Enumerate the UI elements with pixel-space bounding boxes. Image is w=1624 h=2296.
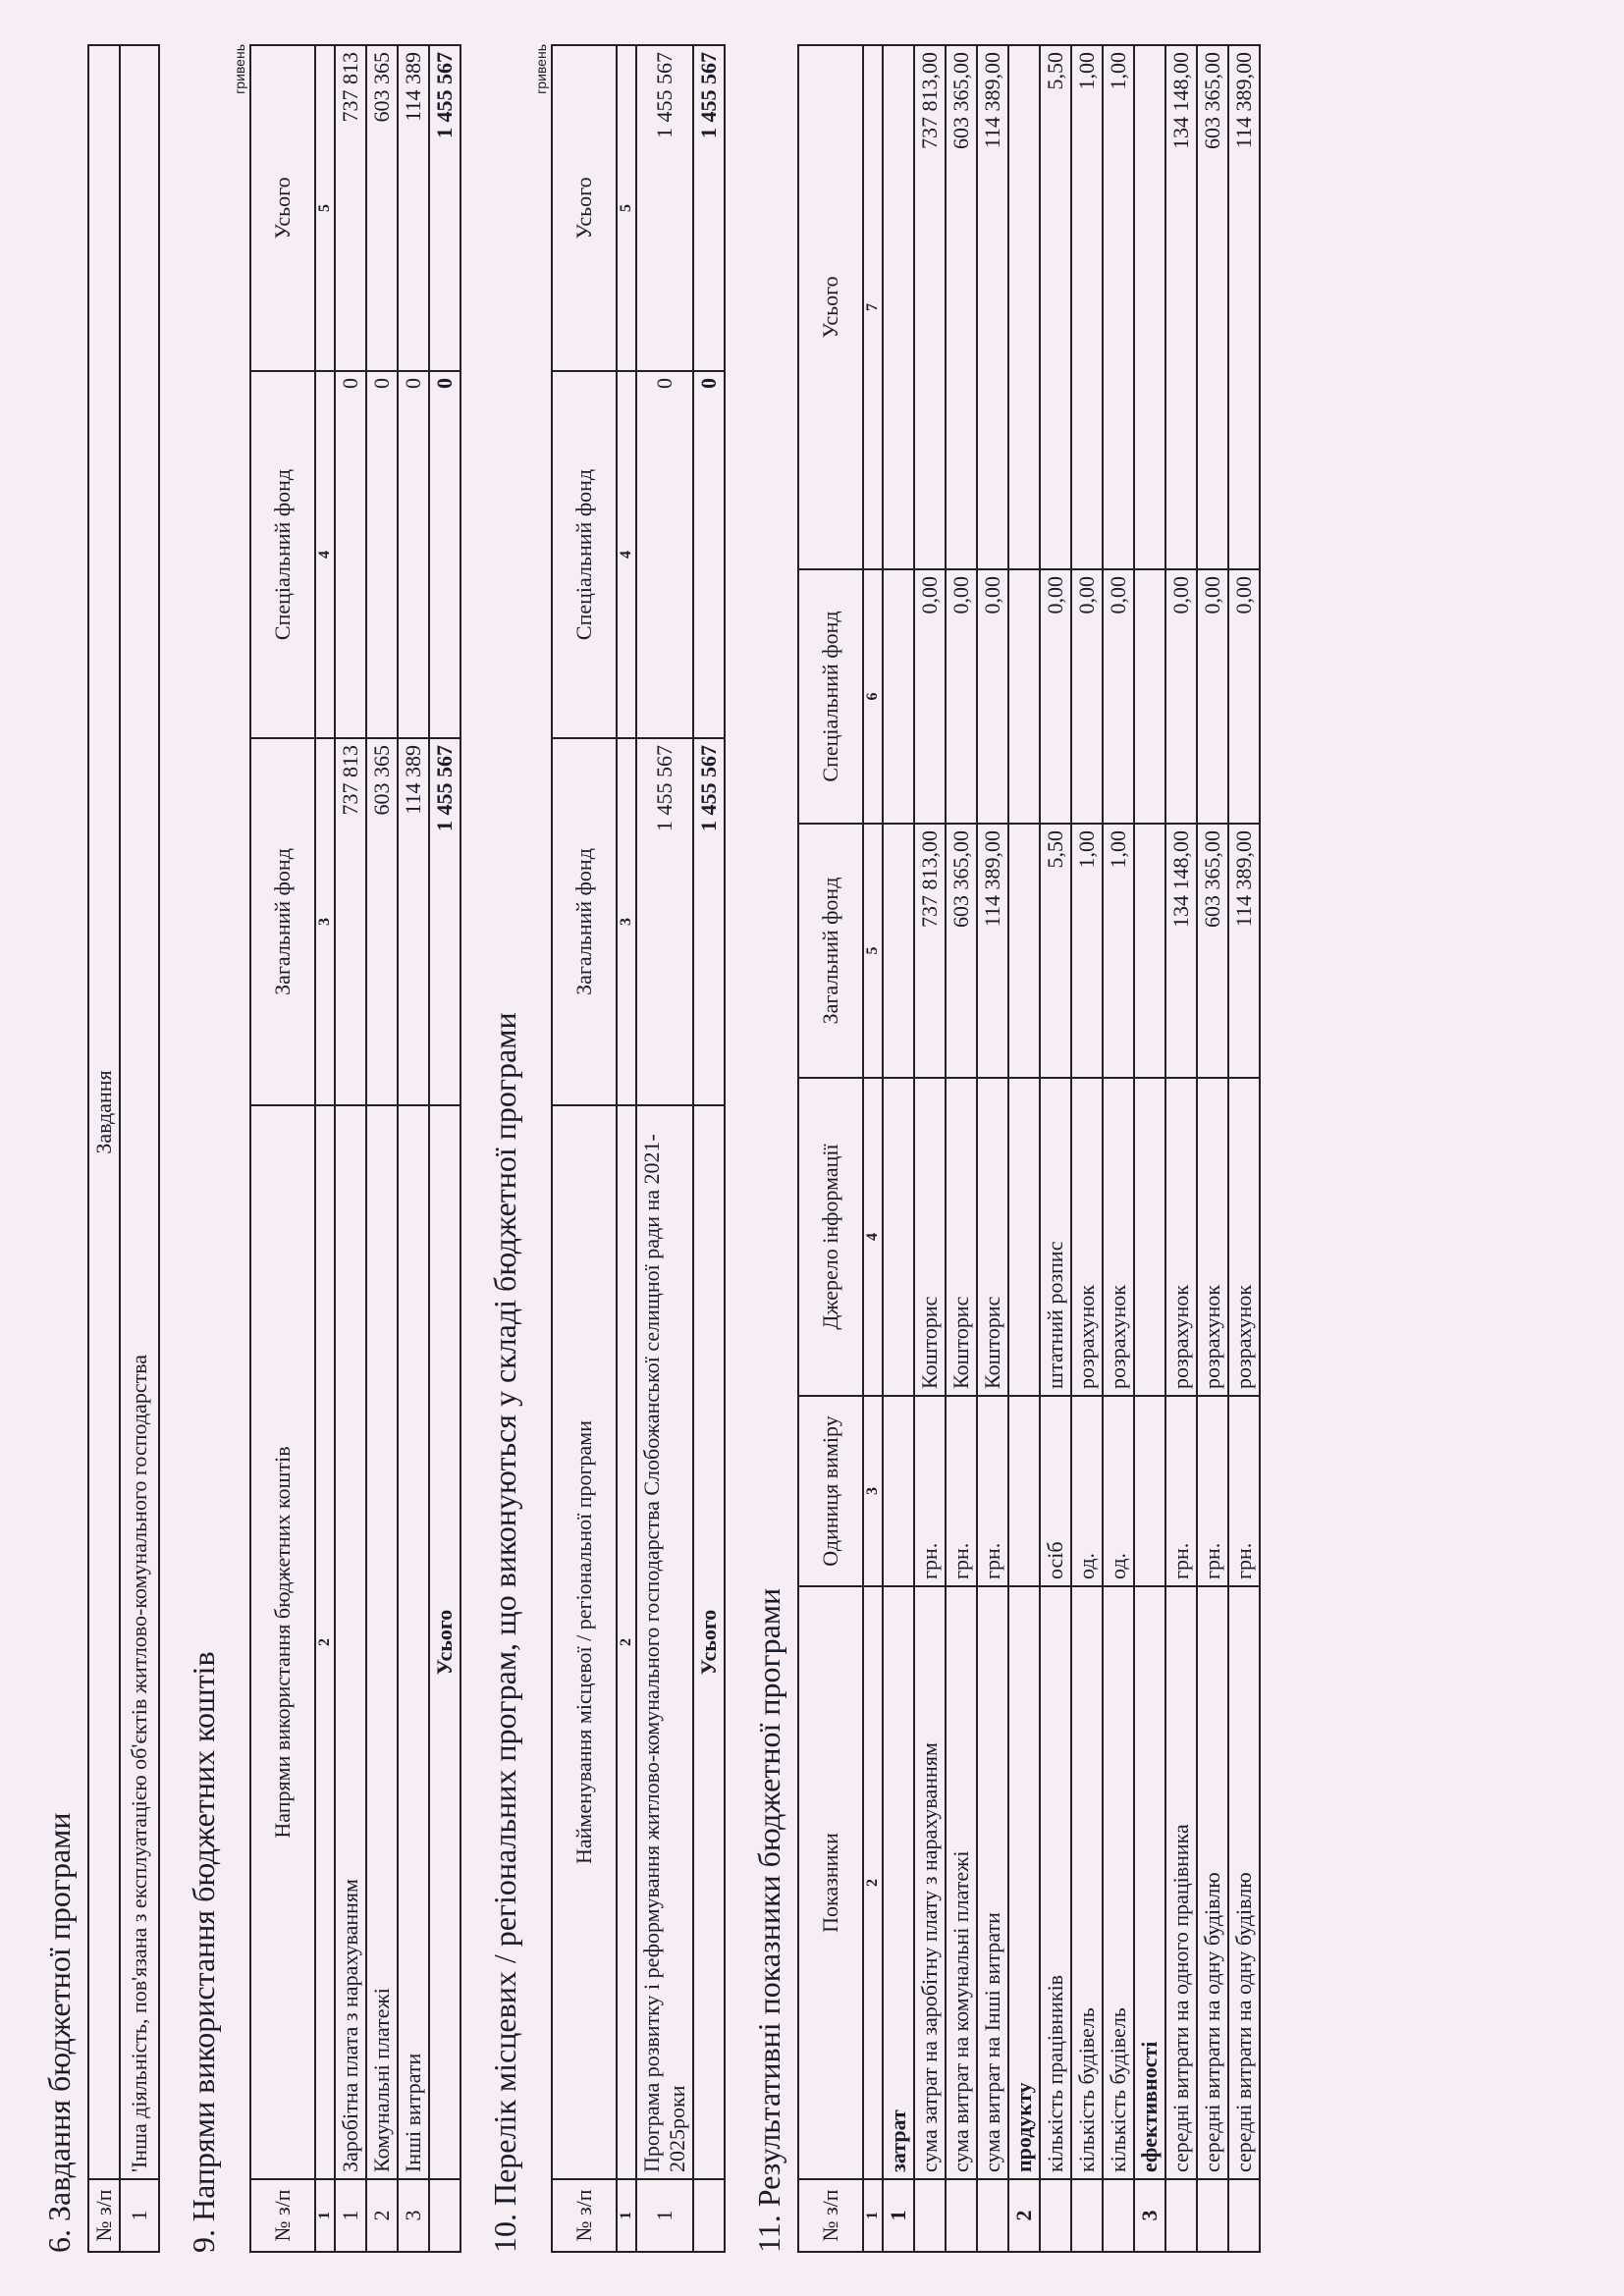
tasks-table [87, 44, 160, 2253]
directions-header-total: Усього [250, 45, 315, 371]
index-cell: 2 [863, 1586, 883, 2179]
row-general: 1 455 567 [636, 738, 693, 1105]
row-special: 0,00 [1071, 569, 1103, 824]
tasks-header-number: № з/п [88, 2179, 120, 2252]
row-number: 1 [883, 2179, 914, 2252]
total-special: 0 [693, 371, 725, 738]
directions-header-number: № з/п [250, 2179, 315, 2252]
indicators-header-general: Загальний фонд [798, 824, 863, 1078]
row-unit [1008, 1396, 1040, 1586]
row-general: 1,00 [1103, 824, 1134, 1078]
row-name: сума затрат на заробітну плату з нарахуванням [914, 1586, 946, 2179]
row-name: сума витрат на Інші витрати [977, 1586, 1008, 2179]
indicators-header-special: Спеціальний фонд [798, 569, 863, 824]
index-cell: 1 [315, 2179, 335, 2252]
row-general [883, 824, 914, 1078]
row-unit: грн. [1165, 1396, 1197, 1586]
row-total: 1,00 [1071, 45, 1103, 569]
row-special: 0,00 [946, 569, 977, 824]
row-number: 1 [335, 2179, 366, 2252]
row-number [1165, 2179, 1197, 2252]
row-total [1008, 45, 1040, 569]
table-row [1228, 45, 1260, 2252]
row-number: 3 [398, 2179, 429, 2252]
row-number [977, 2179, 1008, 2252]
tasks-section [41, 44, 160, 2253]
index-cell: 2 [315, 1105, 335, 2179]
row-number [1197, 2179, 1228, 2252]
row-total: 737 813,00 [914, 45, 946, 569]
row-name: Заробітна плата з нарахуванням [335, 1105, 366, 2179]
row-number [1103, 2179, 1134, 2252]
total-label: Усього [429, 1105, 460, 2179]
document-content [29, 25, 1298, 2272]
programs-unit: гривень [533, 44, 549, 94]
row-source: Кошторис [914, 1078, 946, 1396]
indicators-header-name: Показники [798, 1586, 863, 2179]
index-cell: 5 [863, 824, 883, 1078]
row-general: 603 365,00 [1197, 824, 1228, 1078]
index-cell: 7 [863, 45, 883, 569]
index-cell: 6 [863, 569, 883, 824]
task-number: 1 [120, 2179, 159, 2252]
programs-section [487, 44, 726, 2253]
rotated-document [29, 25, 1600, 2272]
row-source: розрахунок [1071, 1078, 1103, 1396]
row-total: 737 813 [335, 45, 366, 371]
programs-header-general: Загальний фонд [552, 738, 617, 1105]
directions-header-general: Загальний фонд [250, 738, 315, 1105]
row-special: 0,00 [977, 569, 1008, 824]
row-name: середні витрати на одну будівлю [1228, 1586, 1260, 2179]
programs-header-special: Спеціальний фонд [552, 371, 617, 738]
row-unit: грн. [1228, 1396, 1260, 1586]
table-row [1165, 45, 1197, 2252]
row-number [1071, 2179, 1103, 2252]
total-total: 1 455 567 [429, 45, 460, 371]
row-name: затрат [883, 1586, 914, 2179]
directions-header-name: Напрями використання бюджетних коштів [250, 1105, 315, 2179]
row-source: розрахунок [1103, 1078, 1134, 1396]
row-general: 737 813 [335, 738, 366, 1105]
total-special: 0 [429, 371, 460, 738]
row-number: 3 [1134, 2179, 1165, 2252]
row-unit: грн. [946, 1396, 977, 1586]
row-name: середні витрати на одного працівника [1165, 1586, 1197, 2179]
row-source: Кошторис [946, 1078, 977, 1396]
row-source: розрахунок [1165, 1078, 1197, 1396]
row-special: 0,00 [1197, 569, 1228, 824]
row-special: 0,00 [914, 569, 946, 824]
directions-section [186, 44, 461, 2253]
directions-total-row [429, 45, 460, 2252]
row-unit: грн. [1197, 1396, 1228, 1586]
table-row [977, 45, 1008, 2252]
row-special: 0,00 [1040, 569, 1071, 824]
indicators-body [883, 45, 1260, 2252]
row-name: середні витрати на одну будівлю [1197, 1586, 1228, 2179]
indicators-index-row [863, 45, 883, 2252]
table-row [946, 45, 977, 2252]
index-cell: 4 [315, 371, 335, 738]
row-name: Інші витрати [398, 1105, 429, 2179]
row-special: 0,00 [1103, 569, 1134, 824]
row-total [883, 45, 914, 569]
row-general: 114 389,00 [977, 824, 1008, 1078]
programs-total-row [693, 45, 725, 2252]
row-special [1134, 569, 1165, 824]
row-total: 134 148,00 [1165, 45, 1197, 569]
row-name: сума витрат на комунальні платежі [946, 1586, 977, 2179]
programs-header-total: Усього [552, 45, 617, 371]
row-number [1040, 2179, 1071, 2252]
row-total: 114 389,00 [1228, 45, 1260, 569]
index-cell: 5 [315, 45, 335, 371]
total-general: 1 455 567 [429, 738, 460, 1105]
programs-title: 10. Перелік місцевих / регіональних програм, що виконуються у складі бюджетної програми [487, 1012, 522, 2253]
indicators-header-number: № з/п [798, 2179, 863, 2252]
index-cell: 2 [617, 1105, 636, 2179]
indicators-header-source: Джерело інформації [798, 1078, 863, 1396]
indicators-header-unit: Одиниця виміру [798, 1396, 863, 1586]
table-row [1103, 45, 1134, 2252]
row-source: штатний розпис [1040, 1078, 1071, 1396]
indicators-title: 11. Результативні показники бюджетної програми [751, 1587, 786, 2253]
row-number: 2 [1008, 2179, 1040, 2252]
row-special: 0 [366, 371, 398, 738]
table-row [636, 45, 693, 2252]
row-source [1134, 1078, 1165, 1396]
row-name: продукту [1008, 1586, 1040, 2179]
row-unit [883, 1396, 914, 1586]
row-source: розрахунок [1228, 1078, 1260, 1396]
total-general: 1 455 567 [693, 738, 725, 1105]
row-total [1134, 45, 1165, 569]
row-general [1008, 824, 1040, 1078]
row-general: 737 813,00 [914, 824, 946, 1078]
row-general [1134, 824, 1165, 1078]
row-source [1008, 1078, 1040, 1396]
tasks-header-task: Завдання [88, 45, 120, 2179]
table-row [1040, 45, 1071, 2252]
row-special: 0 [636, 371, 693, 738]
directions-unit: гривень [232, 44, 247, 94]
row-unit [1134, 1396, 1165, 1586]
row-unit: од. [1103, 1396, 1134, 1586]
indicators-header-total: Усього [798, 45, 863, 569]
indicator-group-row [1008, 45, 1040, 2252]
row-source [883, 1078, 914, 1396]
row-general: 5,50 [1040, 824, 1071, 1078]
row-number: 1 [636, 2179, 693, 2252]
row-number: 2 [366, 2179, 398, 2252]
tasks-title: 6. Завдання бюджетної програми [41, 1812, 77, 2253]
index-cell: 4 [863, 1078, 883, 1396]
row-special [883, 569, 914, 824]
row-total: 114 389 [398, 45, 429, 371]
row-total: 1,00 [1103, 45, 1134, 569]
row-general: 114 389,00 [1228, 824, 1260, 1078]
row-number [1228, 2179, 1260, 2252]
row-number [946, 2179, 977, 2252]
row-unit: грн. [977, 1396, 1008, 1586]
row-unit: грн. [914, 1396, 946, 1586]
total-empty-cell [429, 2179, 460, 2252]
index-cell: 5 [617, 45, 636, 371]
table-row [335, 45, 366, 2252]
row-unit: осіб [1040, 1396, 1071, 1586]
table-row [366, 45, 398, 2252]
row-source: Кошторис [977, 1078, 1008, 1396]
index-cell: 1 [617, 2179, 636, 2252]
row-total: 5,50 [1040, 45, 1071, 569]
row-unit: од. [1071, 1396, 1103, 1586]
row-general: 114 389 [398, 738, 429, 1105]
programs-header-name: Найменування місцевої / регіональної програми [552, 1105, 617, 2179]
row-general: 603 365 [366, 738, 398, 1105]
row-special: 0 [335, 371, 366, 738]
directions-header-special: Спеціальний фонд [250, 371, 315, 738]
table-row [1071, 45, 1103, 2252]
row-special: 0,00 [1165, 569, 1197, 824]
row-number [914, 2179, 946, 2252]
indicators-section [751, 44, 1261, 2253]
row-name: Комунальні платежі [366, 1105, 398, 2179]
row-special: 0 [398, 371, 429, 738]
index-cell: 3 [863, 1396, 883, 1586]
programs-header-number: № з/п [552, 2179, 617, 2252]
programs-index-row [617, 45, 636, 2252]
table-row [914, 45, 946, 2252]
row-special [1008, 569, 1040, 824]
directions-table [249, 44, 461, 2253]
index-cell: 4 [617, 371, 636, 738]
total-label: Усього [693, 1105, 725, 2179]
row-name: Програма розвитку і реформування житлово-комунального господарства Слобожанської селищної ради на 2021-2025роки [636, 1105, 693, 2179]
row-total: 1 455 567 [636, 45, 693, 371]
row-source: розрахунок [1197, 1078, 1228, 1396]
row-total: 114 389,00 [977, 45, 1008, 569]
row-total: 603 365,00 [946, 45, 977, 569]
directions-title: 9. Напрями використання бюджетних коштів [186, 1651, 221, 2253]
row-general: 603 365,00 [946, 824, 977, 1078]
row-name: кількість працівників [1040, 1586, 1071, 2179]
row-name: кількість будівель [1071, 1586, 1103, 2179]
row-general: 1,00 [1071, 824, 1103, 1078]
row-general: 134 148,00 [1165, 824, 1197, 1078]
row-name: ефективності [1134, 1586, 1165, 2179]
indicator-group-row [883, 45, 914, 2252]
index-cell: 1 [863, 2179, 883, 2252]
directions-index-row [315, 45, 335, 2252]
indicators-table [797, 44, 1261, 2253]
indicator-group-row [1134, 45, 1165, 2252]
index-cell: 3 [617, 738, 636, 1105]
table-row [120, 45, 159, 2252]
row-total: 603 365,00 [1197, 45, 1228, 569]
row-total: 603 365 [366, 45, 398, 371]
table-row [398, 45, 429, 2252]
row-special: 0,00 [1228, 569, 1260, 824]
total-total: 1 455 567 [693, 45, 725, 371]
programs-table [551, 44, 726, 2253]
task-text: 'Інша діяльність, пов'язана з експлуатацією об'єктів житлово-комунального господарства [120, 45, 159, 2179]
total-empty-cell [693, 2179, 725, 2252]
row-name: кількість будівель [1103, 1586, 1134, 2179]
index-cell: 3 [315, 738, 335, 1105]
table-row [1197, 45, 1228, 2252]
